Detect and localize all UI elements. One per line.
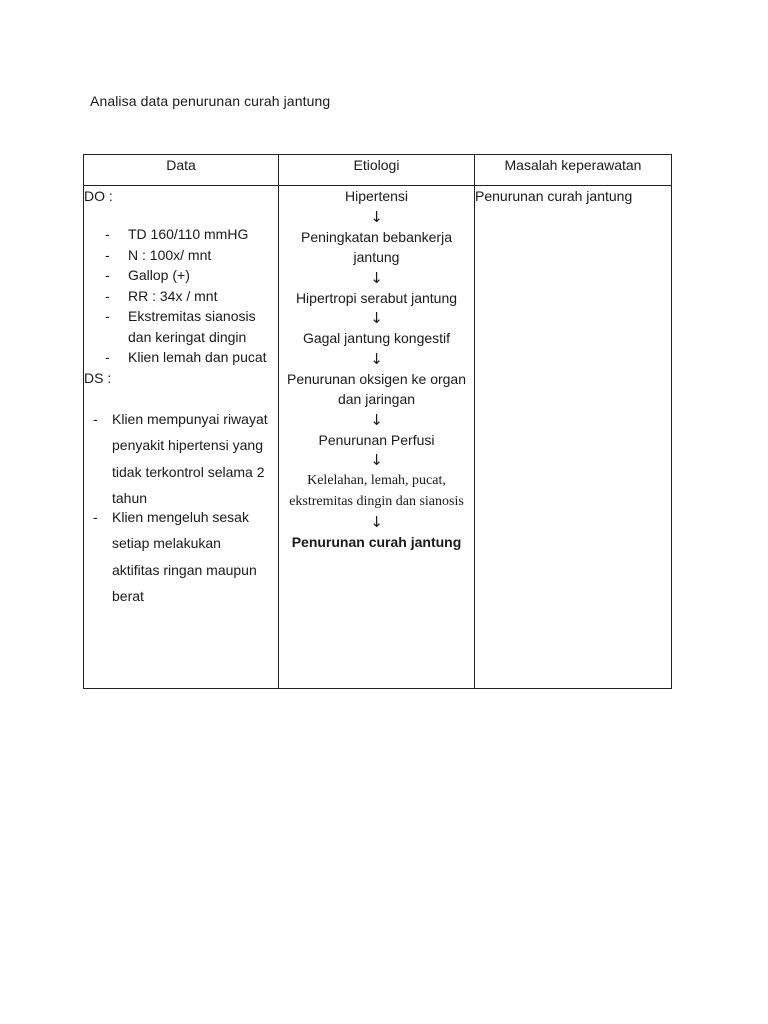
list-item [84,504,278,610]
dash-bullet: - [105,246,110,263]
header-data: Data [84,155,279,186]
ds-list [84,406,278,610]
dash-bullet: - [105,267,110,283]
table-row [84,186,672,689]
arrow-down-icon: ↓ [370,349,383,368]
do-item-text: Klien lemah dan pucat [128,349,267,365]
etiologi-step: Kelelahan, lemah, pucat, ekstremitas dingin dan sianosis [289,473,464,509]
etiologi-step: Peningkatan bebankerja jantung [300,228,452,265]
etiologi-step: Penurunan Perfusi [318,431,435,448]
arrow-down-icon: ↓ [370,451,383,469]
list-item [84,347,278,368]
arrow-down-icon: ↓ [370,268,383,287]
do-item-text: TD 160/110 mmHG [128,226,249,242]
header-etiologi: Etiologi [279,155,475,186]
etiologi-cell [279,186,475,689]
arrow-down-icon: ↓ [370,410,383,429]
list-item [84,286,278,307]
list-item [84,406,278,512]
arrow-down-icon: ↓ [370,309,383,327]
arrow-down-icon: ↓ [370,207,383,226]
ds-label: DS : [84,369,112,386]
etiologi-step: Hipertropi serabut jantung [295,289,458,306]
list-item [84,265,278,286]
arrow-down-icon: ↓ [370,513,383,531]
dash-bullet: - [105,308,110,324]
header-masalah: Masalah keperawatan [475,155,672,186]
do-item-text: Ekstremitas sianosis dan keringat dingin [128,308,256,345]
table-header-row [84,155,672,186]
list-item [84,224,278,245]
etiologi-step: Hipertensi [344,188,409,204]
analysis-table [83,154,672,689]
do-list [84,224,278,368]
list-item [84,245,278,266]
page-title: Analisa data penurunan curah jantung [90,93,331,109]
dash-bullet: - [93,410,98,427]
ds-item-text: Klien mempunyai riwayat penyakit hipertensi yang tidak terkontrol selama 2 tahun [112,410,268,506]
etiologi-step: Penurunan oksigen ke organ dan jaringan [286,370,467,407]
dash-bullet: - [105,287,110,304]
do-item-text: RR : 34x / mnt [128,287,218,304]
dash-bullet: - [93,508,98,525]
masalah-text: Penurunan curah jantung [475,188,633,204]
etiologi-final-step: Penurunan curah jantung [291,534,462,550]
do-label: DO : [84,188,113,204]
do-item-text: Gallop (+) [128,267,190,283]
data-cell [84,186,279,689]
dash-bullet: - [105,226,110,242]
list-item [84,306,278,347]
ds-item-text: Klien mengeluh sesak setiap melakukan aktifitas ringan maupun berat [112,508,257,604]
dash-bullet: - [105,349,110,365]
masalah-cell [475,186,672,689]
etiologi-step: Gagal jantung kongestif [302,330,451,346]
do-item-text: N : 100x/ mnt [128,246,212,263]
